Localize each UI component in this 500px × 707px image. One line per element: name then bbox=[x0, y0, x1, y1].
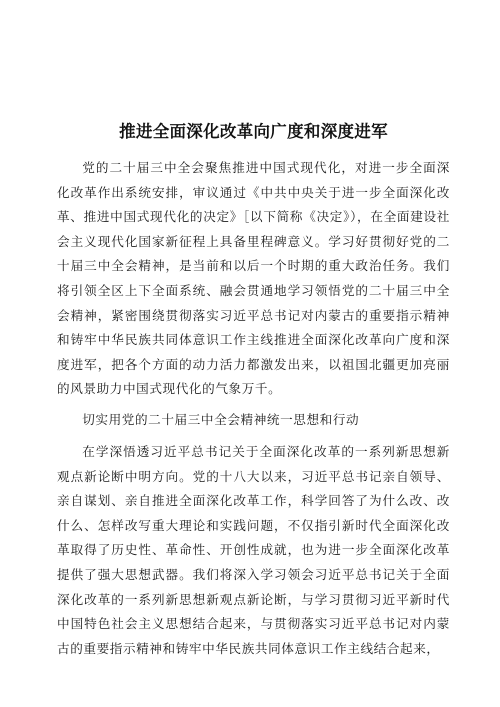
paragraph-body: 在学深悟透习近平总书记关于全面深化改革的一系列新思想新观点新论断中明方向。党的十八大以来，习近平总书记亲自领导、亲自谋划、亲自推进全面深化改革工作，科学回答了为什么改、改什么、怎样改写重大理论和实践问题，不仅指引新时代全面深化改革取得了历史性、革命性、开创性成就，也为进一步全面深化改革提供了强大思想武器。我们将深入学习领会习近平总书记关于全面深化改革的一系列新思想新观点新论断，与学习贯彻习近平新时代中国特色社会主义思想结合起来，与贯彻落实习近平总书记对内蒙古的重要指示精神和铸牢中华民族共同体意识工作主线结合起来， bbox=[57, 443, 450, 656]
paragraph-intro: 党的二十届三中全会聚焦推进中国式现代化，对进一步全面深化改革作出系统安排，审议通过《中共中央关于进一步全面深化改革、推进中国式现代化的决定》［以下简称《决定》），在全面建设社会主义现代化国家新征程上具备里程碑意义。学习好贯彻好党的二十届三中全会精神，是当前和以后一个时期的重大政治任务。我们将引领全区上下全面系统、融会贯通地学习领悟党的二十届三中全会精神，紧密围绕贯彻落实习近平总书记对内蒙古的重要指示精神和铸牢中华民族共同体意识工作主线推进全面深化改革向广度和深度进军，把各个方面的动力活力都激发出来，以祖国北疆更加亮丽的风景助力中国式现代化的气象万千。 bbox=[57, 160, 450, 397]
section-subheading: 切实用党的二十届三中全会精神统一思想和行动 bbox=[82, 411, 360, 427]
document-title: 推进全面深化改革向广度和深度进军 bbox=[119, 122, 388, 141]
